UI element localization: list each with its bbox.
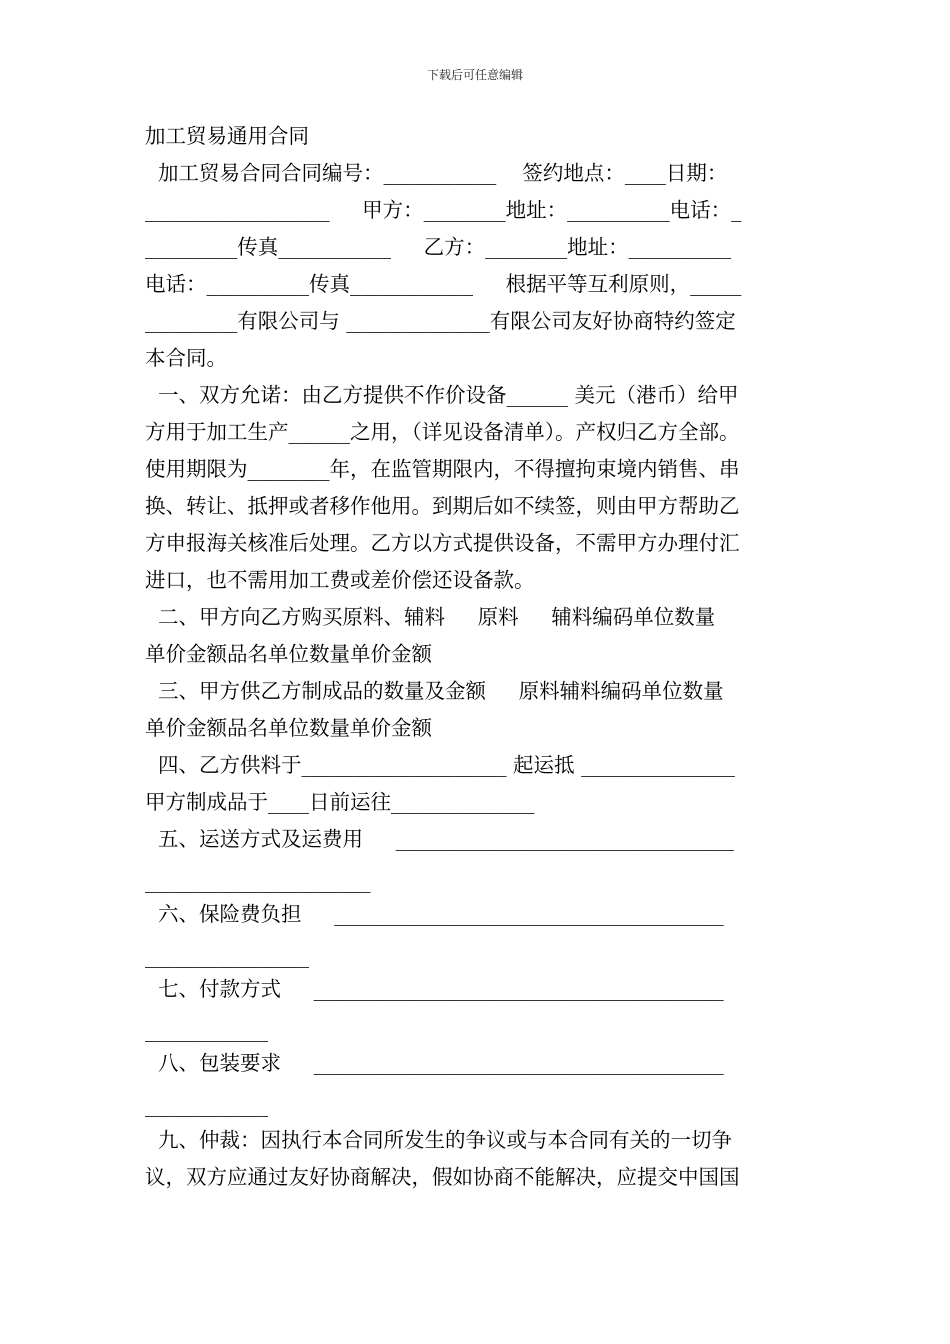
contract-line: 八、包装要求 ________________________________________ <box>145 1051 724 1075</box>
contract-line: 七、付款方式 ________________________________________ <box>145 977 724 1001</box>
contract-line: 甲方制成品于____日前运往______________ <box>145 790 535 814</box>
contract-line: 电话：__________传真____________ 根据平等互利原则，_____ <box>145 272 742 296</box>
contract-line: ________________ <box>145 944 309 968</box>
contract-line: _________传真___________ 乙方：________地址：__________ <box>145 235 732 259</box>
page-header-note: 下载后可任意编辑 <box>426 68 523 82</box>
contract-line: 加工贸易合同合同编号：___________ 签约地点：____日期： <box>145 161 728 185</box>
contract-line: 五、运送方式及运费用 _________________________________ <box>145 827 734 851</box>
contract-line: 换、转让、抵押或者移作他用。到期后如不续签，则由甲方帮助乙 <box>145 494 740 518</box>
contract-line: 议，双方应通过友好协商解决，假如协商不能解决，应提交中国国 <box>145 1165 740 1189</box>
contract-line: 本合同。 <box>145 346 227 370</box>
contract-line: 单价金额品名单位数量单价金额 <box>145 642 432 666</box>
contract-line: 二、甲方向乙方购买原料、辅料 原料 辅料编码单位数量 <box>145 605 716 629</box>
contract-line: 一、双方允诺：由乙方提供不作价设备______ 美元（港币）给甲 <box>145 383 739 407</box>
contract-line: ______________________ <box>145 869 371 893</box>
contract-line: 方用于加工生产______之用，（详见设备清单）。产权归乙方全部。 <box>145 420 740 444</box>
document-title: 加工贸易通用合同 <box>145 124 309 148</box>
contract-line: ____________ <box>145 1018 268 1042</box>
contract-line: 四、乙方供料于____________________ 起运抵 _______________ <box>145 753 735 777</box>
contract-line: ____________ <box>145 1093 268 1117</box>
contract-line: 六、保险费负担 ______________________________________ <box>145 902 724 926</box>
contract-line: _________有限公司与 ______________有限公司友好协商特约签定 <box>145 309 736 333</box>
contract-line: 三、甲方供乙方制成品的数量及金额 原料辅料编码单位数量 <box>145 679 724 703</box>
contract-line: 进口，也不需用加工费或差价偿还设备款。 <box>145 568 535 592</box>
contract-line: 方申报海关核准后处理。乙方以方式提供设备，不需甲方办理付汇 <box>145 531 740 555</box>
contract-line: 单价金额品名单位数量单价金额 <box>145 716 432 740</box>
contract-line: __________________ 甲方：________地址：__________电话：_ <box>145 198 742 222</box>
contract-line: 九、仲裁：因执行本合同所发生的争议或与本合同有关的一切争 <box>145 1128 733 1152</box>
contract-line: 使用期限为________年，在监管期限内，不得擅拘束境内销售、串 <box>145 457 740 481</box>
